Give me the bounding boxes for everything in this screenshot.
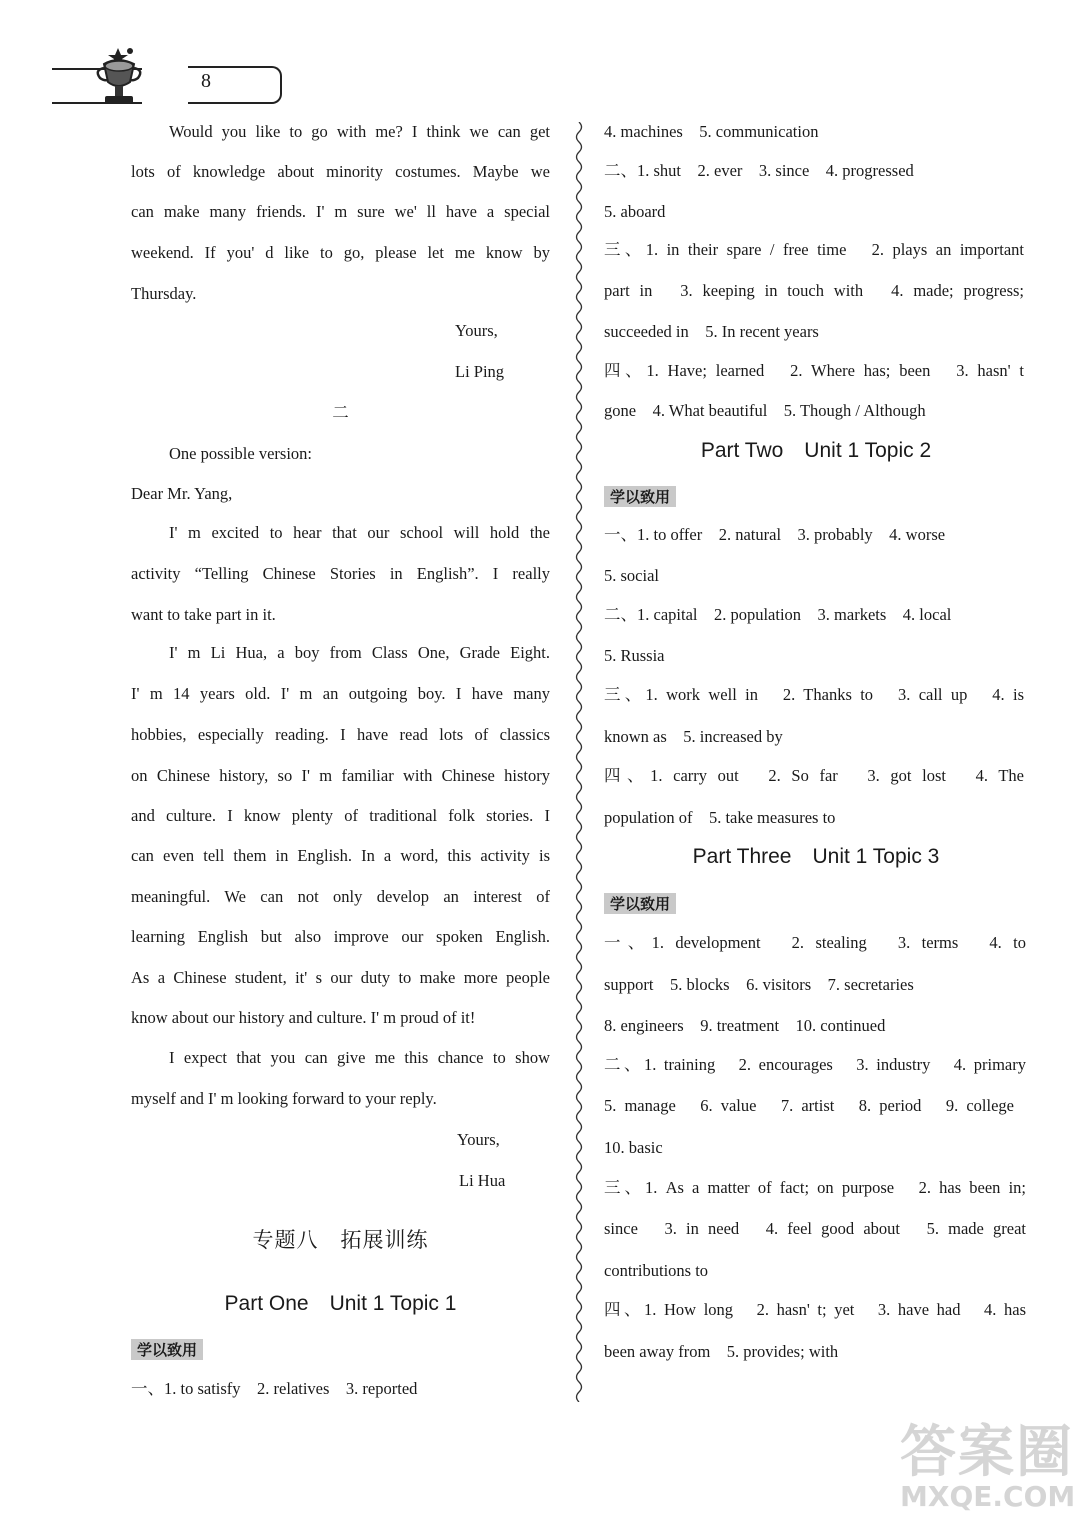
answer-line: part in 3. keeping in touch with 4. made; progress; (604, 281, 1024, 300)
version-label: One possible version: (169, 444, 312, 463)
text-line: I' m Li Hua, a boy from Class One, Grade Eight. (169, 643, 550, 662)
answer-line: 二、1. capital 2. population 3. markets 4. local (604, 605, 952, 624)
signature-name: Li Ping (455, 362, 505, 381)
text-line: can make many friends. I' m sure we' ll have a special (131, 202, 550, 221)
watermark-url: MXQE.COM (900, 1480, 1076, 1513)
part-heading: Part One Unit 1 Topic 1 (224, 1292, 457, 1315)
answer-line: 8. engineers 9. treatment 10. continued (604, 1016, 886, 1035)
answer-line: 5. Russia (604, 646, 665, 665)
answer-line: 一、1. to satisfy 2. relatives 3. reported (131, 1379, 418, 1398)
text-line: weekend. If you' d like to go, please let me know by (131, 243, 550, 262)
practice-tag: 学以致用 (131, 1339, 203, 1360)
answer-line: 三、1. in their spare / free time 2. plays an important (604, 240, 1024, 259)
signature-closing: Yours, (457, 1130, 500, 1149)
letter-greeting: Dear Mr. Yang, (131, 484, 233, 503)
answer-line: gone 4. What beautiful 5. Though / Although (604, 401, 926, 420)
text-line: I' m excited to hear that our school will hold the (169, 523, 550, 542)
answer-line: succeeded in 5. In recent years (604, 322, 819, 341)
text-line: learning English but also improve our spoken English. (131, 927, 550, 946)
text-line: activity “Telling Chinese Stories in English”. I really (131, 564, 550, 583)
answer-line: been away from 5. provides; with (604, 1342, 839, 1361)
text-line: can even tell them in English. In a word, this activity is (131, 846, 550, 865)
signature-name: Li Hua (459, 1171, 506, 1190)
answer-line: 5. social (604, 566, 659, 585)
answer-line: 5. manage 6. value 7. artist 8. period 9. college (604, 1096, 1014, 1115)
answer-line: since 3. in need 4. feel good about 5. made great (604, 1219, 1026, 1238)
text-line: know about our history and culture. I' m proud of it! (131, 1008, 476, 1027)
column-divider (572, 122, 586, 1402)
page-number: 8 (201, 70, 211, 92)
text-line: Thursday. (131, 284, 197, 303)
text-line: hobbies, especially reading. I have read lots of classics (131, 725, 550, 744)
text-line: meaningful. We can not only develop an interest of (131, 887, 550, 906)
text-line: and culture. I know plenty of traditional folk stories. I (131, 806, 550, 825)
practice-tag: 学以致用 (604, 893, 676, 914)
part-heading: Part Three Unit 1 Topic 3 (692, 845, 940, 868)
text-line: lots of knowledge about minority costumes. Maybe we (131, 162, 550, 181)
answer-line: 10. basic (604, 1138, 663, 1157)
part-heading: Part Two Unit 1 Topic 2 (700, 439, 932, 462)
signature-closing: Yours, (455, 321, 498, 340)
answer-line: 四、1. How long 2. hasn' t; yet 3. have had 4. has (604, 1300, 1026, 1319)
text-line: myself and I' m looking forward to your reply. (131, 1089, 437, 1108)
answer-line: 5. aboard (604, 202, 666, 221)
text-line: Would you like to go with me? I think we can get (169, 122, 550, 141)
watermark-logo (900, 1408, 1075, 1513)
trophy-icon (90, 44, 190, 110)
answer-line: 三、1. work well in 2. Thanks to 3. call up 4. is (604, 685, 1024, 704)
text-line: I' m 14 years old. I' m an outgoing boy. I have many (131, 684, 550, 703)
answer-line: population of 5. take measures to (604, 808, 836, 827)
watermark-text: 答案圈 (900, 1420, 1074, 1485)
topic-title: 专题八 拓展训练 (252, 1228, 429, 1252)
answer-line: 二、1. training 2. encourages 3. industry 4. primary (604, 1055, 1026, 1074)
answer-line: support 5. blocks 6. visitors 7. secretaries (604, 975, 914, 994)
answer-line: 四、1. carry out 2. So far 3. got lost 4. The (604, 766, 1024, 785)
answer-line: 4. machines 5. communication (604, 122, 819, 141)
answer-line: 四、1. Have; learned 2. Where has; been 3. hasn' t (604, 361, 1024, 380)
answer-line: 三、1. As a matter of fact; on purpose 2. has been in; (604, 1178, 1026, 1197)
practice-tag: 学以致用 (604, 486, 676, 507)
section-number: 二 (332, 403, 349, 422)
answer-line: contributions to (604, 1261, 709, 1280)
answer-line: 一、1. to offer 2. natural 3. probably 4. worse (604, 525, 946, 544)
page-header (48, 44, 248, 114)
text-line: As a Chinese student, it' s our duty to make more people (131, 968, 550, 987)
answer-line: 一、1. development 2. stealing 3. terms 4. to (604, 933, 1026, 952)
text-line: on Chinese history, so I' m familiar with Chinese history (131, 766, 550, 785)
text-line: want to take part in it. (131, 605, 276, 624)
answer-line: 二、1. shut 2. ever 3. since 4. progressed (604, 161, 914, 180)
answer-line: known as 5. increased by (604, 727, 783, 746)
text-line: I expect that you can give me this chance to show (169, 1048, 550, 1067)
